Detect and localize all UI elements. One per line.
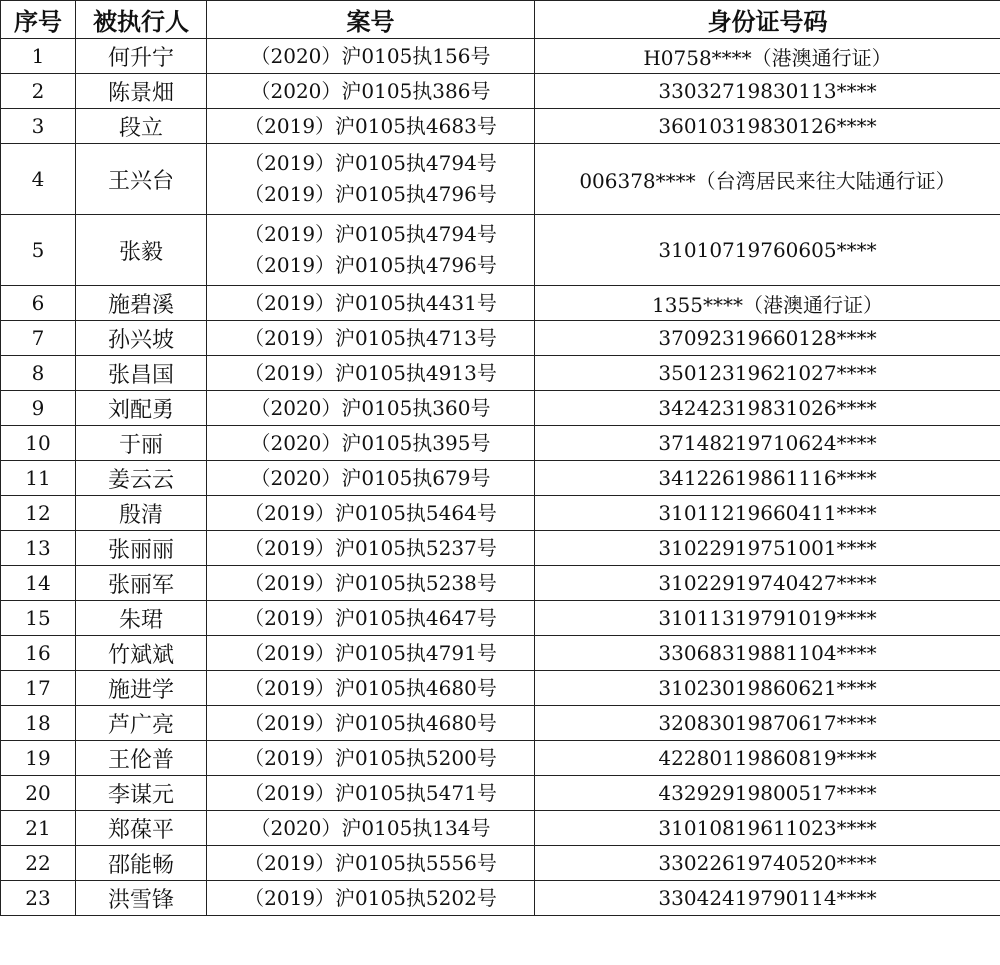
serial-number-cell: 12 <box>1 496 76 531</box>
header-case-number: 案号 <box>207 1 535 39</box>
table-row <box>1 426 1000 461</box>
case-number-line: （2019）沪0105执4913号 <box>244 360 497 385</box>
debtor-name-cell: 段立 <box>76 109 207 144</box>
id-number-cell: 42280119860819**** <box>535 741 1000 776</box>
header-debtor: 被执行人 <box>76 1 207 39</box>
serial-number-cell: 22 <box>1 846 76 881</box>
serial-number-cell: 10 <box>1 426 76 461</box>
case-number-cell <box>207 636 535 671</box>
case-number-line: （2019）沪0105执4791号 <box>244 640 497 665</box>
case-number-cell <box>207 391 535 426</box>
id-number-cell: H0758****（港澳通行证） <box>535 39 1000 74</box>
id-number-cell: 33022619740520**** <box>535 846 1000 881</box>
serial-number-cell: 20 <box>1 776 76 811</box>
serial-number-cell: 14 <box>1 566 76 601</box>
case-number-cell <box>207 39 535 74</box>
debtor-name-cell: 邵能畅 <box>76 846 207 881</box>
table-row <box>1 706 1000 741</box>
table-row <box>1 601 1000 636</box>
case-number-line: （2019）沪0105执4713号 <box>244 325 497 350</box>
table-row <box>1 881 1000 916</box>
table-row <box>1 39 1000 74</box>
table-row <box>1 74 1000 109</box>
id-number-cell: 1355****（港澳通行证） <box>535 286 1000 321</box>
table-body <box>1 39 1000 916</box>
table-row <box>1 144 1000 215</box>
serial-number-cell: 23 <box>1 881 76 916</box>
debtor-name-cell: 郑葆平 <box>76 811 207 846</box>
id-number-cell: 31022919751001**** <box>535 531 1000 566</box>
id-number-cell: 43292919800517**** <box>535 776 1000 811</box>
id-number-cell: 33032719830113**** <box>535 74 1000 109</box>
table-row <box>1 846 1000 881</box>
case-number-line: （2019）沪0105执4794号 <box>244 222 497 246</box>
case-number-line: （2019）沪0105执4794号 <box>244 151 497 175</box>
serial-number-cell: 15 <box>1 601 76 636</box>
serial-number-cell: 19 <box>1 741 76 776</box>
debtor-name-cell: 陈景畑 <box>76 74 207 109</box>
case-number-line: （2019）沪0105执4683号 <box>244 113 497 138</box>
table-row <box>1 215 1000 286</box>
debtor-name-cell: 芦广亮 <box>76 706 207 741</box>
serial-number-cell: 2 <box>1 74 76 109</box>
debtor-name-cell: 朱珺 <box>76 601 207 636</box>
debtor-name-cell: 于丽 <box>76 426 207 461</box>
serial-number-cell: 3 <box>1 109 76 144</box>
table-row <box>1 811 1000 846</box>
case-number-line: （2020）沪0105执386号 <box>250 78 491 103</box>
id-number-cell: 37092319660128**** <box>535 321 1000 356</box>
case-number-cell <box>207 109 535 144</box>
case-number-line: （2020）沪0105执134号 <box>250 815 491 840</box>
case-number-cell <box>207 601 535 636</box>
table-row <box>1 356 1000 391</box>
case-number-cell <box>207 741 535 776</box>
debtor-name-cell: 张丽丽 <box>76 531 207 566</box>
serial-number-cell: 6 <box>1 286 76 321</box>
table-row <box>1 391 1000 426</box>
serial-number-cell: 18 <box>1 706 76 741</box>
debtor-name-cell: 张昌国 <box>76 356 207 391</box>
debtor-name-cell: 施进学 <box>76 671 207 706</box>
debtor-name-cell: 何升宁 <box>76 39 207 74</box>
debtor-name-cell: 施碧溪 <box>76 286 207 321</box>
debtor-name-cell: 王伦普 <box>76 741 207 776</box>
case-number-cell <box>207 811 535 846</box>
table-row <box>1 566 1000 601</box>
debtor-name-cell: 姜云云 <box>76 461 207 496</box>
table-row <box>1 496 1000 531</box>
serial-number-cell: 8 <box>1 356 76 391</box>
serial-number-cell: 16 <box>1 636 76 671</box>
id-number-cell: 31011319791019**** <box>535 601 1000 636</box>
id-number-cell: 34242319831026**** <box>535 391 1000 426</box>
serial-number-cell: 13 <box>1 531 76 566</box>
table-row <box>1 286 1000 321</box>
id-number-cell: 37148219710624**** <box>535 426 1000 461</box>
id-number-cell: 34122619861116**** <box>535 461 1000 496</box>
case-number-cell <box>207 671 535 706</box>
case-number-line: （2019）沪0105执5237号 <box>244 535 497 560</box>
id-number-cell: 33042419790114**** <box>535 881 1000 916</box>
debtor-name-cell: 殷清 <box>76 496 207 531</box>
case-number-cell <box>207 496 535 531</box>
case-number-cell <box>207 215 535 286</box>
case-number-line: （2019）沪0105执5200号 <box>244 745 497 770</box>
case-number-cell <box>207 566 535 601</box>
table-row <box>1 776 1000 811</box>
case-number-line: （2020）沪0105执360号 <box>250 395 491 420</box>
case-number-line: （2020）沪0105执156号 <box>250 43 491 68</box>
case-number-cell <box>207 706 535 741</box>
header-serial-number: 序号 <box>1 1 76 39</box>
id-number-cell: 32083019870617**** <box>535 706 1000 741</box>
id-number-cell: 006378****（台湾居民来往大陆通行证） <box>535 144 1000 215</box>
case-number-cell <box>207 356 535 391</box>
id-number-cell: 31022919740427**** <box>535 566 1000 601</box>
debtor-name-cell: 李谋元 <box>76 776 207 811</box>
case-number-line: （2019）沪0105执4680号 <box>244 710 497 735</box>
debtor-name-cell: 王兴台 <box>76 144 207 215</box>
case-number-cell <box>207 321 535 356</box>
header-id-number: 身份证号码 <box>535 1 1000 39</box>
case-number-line: （2019）沪0105执4796号 <box>244 253 497 277</box>
serial-number-cell: 21 <box>1 811 76 846</box>
id-number-cell: 31010819611023**** <box>535 811 1000 846</box>
id-number-cell: 31010719760605**** <box>535 215 1000 286</box>
id-number-cell: 35012319621027**** <box>535 356 1000 391</box>
id-number-cell: 31011219660411**** <box>535 496 1000 531</box>
case-number-cell <box>207 846 535 881</box>
case-number-cell <box>207 426 535 461</box>
serial-number-cell: 7 <box>1 321 76 356</box>
debtor-name-cell: 洪雪锋 <box>76 881 207 916</box>
case-number-cell <box>207 144 535 215</box>
case-number-line: （2019）沪0105执4680号 <box>244 675 497 700</box>
case-number-line: （2019）沪0105执5556号 <box>244 850 497 875</box>
case-number-cell <box>207 881 535 916</box>
case-number-line: （2020）沪0105执679号 <box>250 465 491 490</box>
serial-number-cell: 9 <box>1 391 76 426</box>
case-number-line: （2019）沪0105执4431号 <box>244 290 497 315</box>
debtor-name-cell: 孙兴坡 <box>76 321 207 356</box>
debtor-name-cell: 刘配勇 <box>76 391 207 426</box>
case-number-cell <box>207 531 535 566</box>
table-row <box>1 321 1000 356</box>
debtor-name-cell: 竹斌斌 <box>76 636 207 671</box>
table-row <box>1 109 1000 144</box>
case-number-line: （2019）沪0105执5202号 <box>244 885 497 910</box>
serial-number-cell: 11 <box>1 461 76 496</box>
case-number-line: （2019）沪0105执5464号 <box>244 500 497 525</box>
case-number-line: （2019）沪0105执5471号 <box>244 780 497 805</box>
case-number-line: （2019）沪0105执5238号 <box>244 570 497 595</box>
case-number-line: （2019）沪0105执4796号 <box>244 182 497 206</box>
case-number-cell <box>207 74 535 109</box>
table-row <box>1 636 1000 671</box>
debtor-name-cell: 张丽军 <box>76 566 207 601</box>
table-row <box>1 671 1000 706</box>
serial-number-cell: 4 <box>1 144 76 215</box>
case-number-cell <box>207 286 535 321</box>
table-row <box>1 461 1000 496</box>
case-number-line: （2020）沪0105执395号 <box>250 430 491 455</box>
case-number-line: （2019）沪0105执4647号 <box>244 605 497 630</box>
id-number-cell: 31023019860621**** <box>535 671 1000 706</box>
case-number-cell <box>207 461 535 496</box>
table-row <box>1 531 1000 566</box>
serial-number-cell: 17 <box>1 671 76 706</box>
id-number-cell: 33068319881104**** <box>535 636 1000 671</box>
id-number-cell: 36010319830126**** <box>535 109 1000 144</box>
debtor-name-cell: 张毅 <box>76 215 207 286</box>
serial-number-cell: 1 <box>1 39 76 74</box>
table-row <box>1 741 1000 776</box>
serial-number-cell: 5 <box>1 215 76 286</box>
case-number-cell <box>207 776 535 811</box>
header-row <box>1 1 1000 39</box>
